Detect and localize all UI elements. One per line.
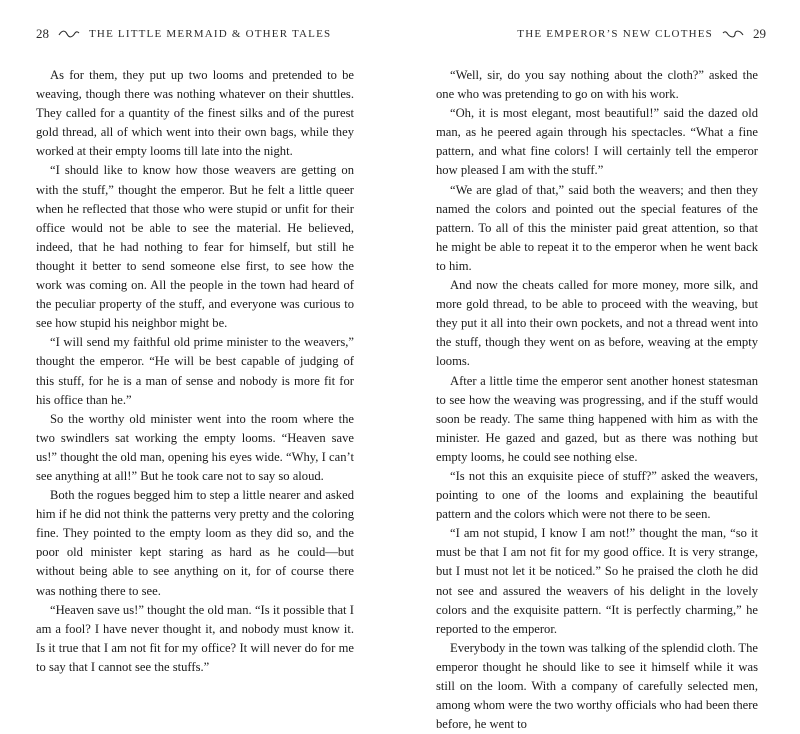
flourish-icon bbox=[722, 29, 744, 39]
right-page-body bbox=[436, 66, 758, 734]
right-running-header bbox=[517, 26, 766, 42]
paragraph: “Is not this an exquisite piece of stuff?” asked the weavers, pointing to one of the looms and explaining the beautiful pattern and the colors which were not there to be seen. bbox=[436, 468, 758, 522]
paragraph: Everybody in the town was talking of the splendid cloth. The emperor thought he should like to see it himself while it was still on the loom. With a company of carefully selected men, among whom were the two worthy officials who had been there before, he went to bbox=[436, 640, 758, 732]
right-running-title: THE EMPEROR’S NEW CLOTHES bbox=[517, 28, 713, 40]
paragraph: So the worthy old minister went into the room where the two swindlers sat working the empty looms. “Heaven save us!” thought the old man, opening his eyes wide. “Why, I can’t see anything at all!” But he took care not to say so aloud. bbox=[36, 411, 354, 483]
left-page-body bbox=[36, 66, 354, 677]
paragraph: As for them, they put up two looms and pretended to be weaving, though there was nothing whatever on their shuttles. They called for a quantity of the finest silks and of the purest gold thread, all of which went into their own bags, while they worked at their empty looms till late into the night. bbox=[36, 68, 354, 159]
paragraph: After a little time the emperor sent another honest statesman to see how the weaving was progressing, and if the stuff would soon be ready. The same thing happened with him as with the minister. He gazed and gazed, but as there was nothing but empty looms, he could see nothing else. bbox=[436, 373, 758, 464]
left-page-number: 28 bbox=[36, 26, 49, 41]
right-page-number: 29 bbox=[753, 26, 766, 41]
left-running-title: THE LITTLE MERMAID & OTHER TALES bbox=[89, 28, 332, 40]
paragraph: “Heaven save us!” thought the old man. “Is it possible that I am a fool? I have never thought it, and nobody must know it. Is it true that I am not fit for my office? It will never do for me to say that I cannot see the stuffs.” bbox=[36, 602, 354, 674]
left-running-header bbox=[36, 26, 331, 42]
right-page bbox=[400, 0, 800, 732]
paragraph: “Oh, it is most elegant, most beautiful!” said the dazed old man, as he peered again through his spectacles. “What a fine pattern, and what fine colors! I will certainly tell the emperor how pleased I am with the stuff.” bbox=[436, 106, 758, 178]
paragraph: “We are glad of that,” said both the weavers; and then they named the colors and pointed out the special features of the pattern. To all of this the minister paid great attention, so that he might be able to repeat it to the emperor when he went back to him. bbox=[436, 182, 758, 273]
flourish-icon bbox=[58, 29, 80, 39]
left-page bbox=[0, 0, 400, 674]
paragraph: “Well, sir, do you say nothing about the cloth?” asked the one who was pretending to go on with his work. bbox=[436, 68, 758, 102]
paragraph: Both the rogues begged him to step a little nearer and asked him if he did not think the patterns very pretty and the coloring fine. They pointed to the empty loom as they did so, and the poor old minister kept staring as hard as he could—but without being able to see anything on it, for of course there was nothing there to see. bbox=[36, 488, 354, 598]
paragraph: And now the cheats called for more money, more silk, and more gold thread, to be able to proceed with the weaving, but they put it all into their own pockets, and not a thread went into the stuff, though they went on as before, weaving at the empty looms. bbox=[436, 278, 758, 369]
paragraph: “I will send my faithful old prime minister to the weavers,” thought the emperor. “He will be best capable of judging of this stuff, for he is a man of sense and nobody is more fit for his office than he.” bbox=[36, 335, 354, 407]
paragraph: “I am not stupid, I know I am not!” thought the man, “so it must be that I am not fit for my good office. It is very strange, but I must not let it be noticed.” So he praised the cloth he did not see and assured the weavers of his delight in the lovely colors and the exquisite pattern. “It is perfectly charming,” he reported to the emperor. bbox=[436, 526, 758, 636]
paragraph: “I should like to know how those weavers are getting on with the stuff,” thought the emperor. But he felt a little queer when he reflected that those who were stupid or unfit for their office would not be able to see the material. He believed, indeed, that he had nothing to fear for himself, but still he thought it better to send someone else first, to see how the work was coming on. All the people in the town had heard of the peculiar property of the stuff, and everyone was curious to see how stupid his neighbor might be. bbox=[36, 163, 354, 331]
